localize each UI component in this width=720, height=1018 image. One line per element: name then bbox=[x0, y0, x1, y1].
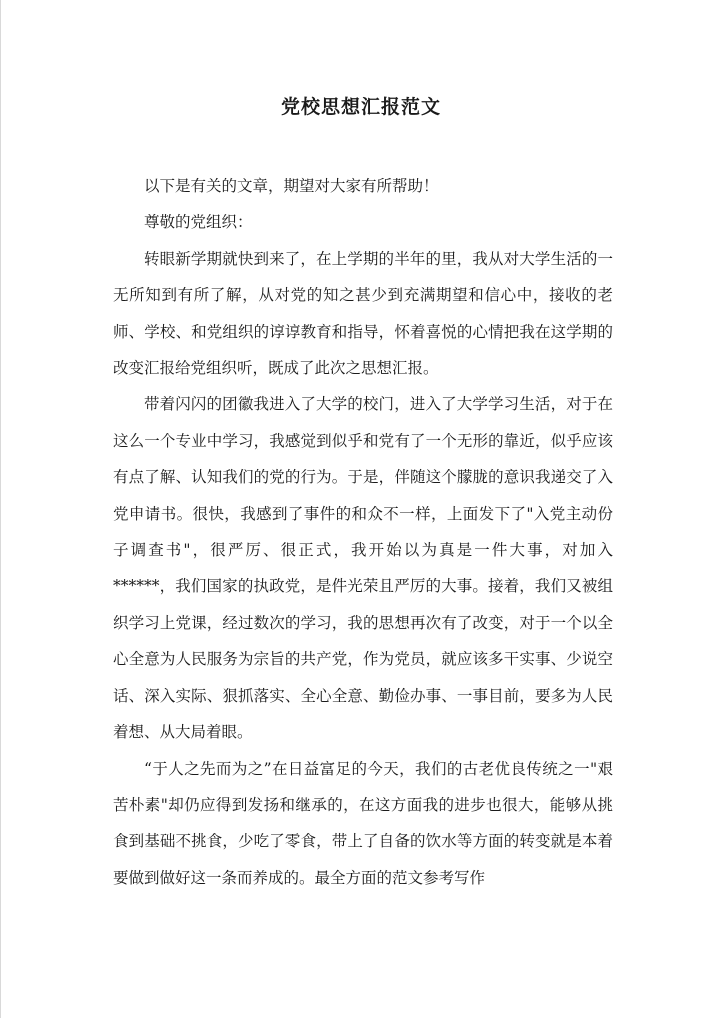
paragraph-salutation: 尊敬的党组织： bbox=[144, 213, 253, 232]
paragraph-body-3: “于人之先而为之”在日益富足的今天，我们的古老优良传统之一"艰苦朴素"却仍应得到发扬和继承的，在这方面我的进步也很大，能够从挑食到基础不挑食，少吃了零食，带上了自备的饮水等方面的转变就是本着要做到做好这一条而养成的。最全方面的范文参考写作 bbox=[113, 759, 613, 887]
paragraph-intro: 以下是有关的文章，期望对大家有所帮助！ bbox=[144, 177, 439, 195]
paragraph-body-2: 带着闪闪的团徽我进入了大学的校门，进入了大学学习生活，对于在这么一个专业中学习，我感觉到似乎和党有了一个无形的靠近，似乎应该有点了解、认知我们的党的行为。于是，伴随这个朦胧的意识我递交了入党申请书。很快，我感到了事件的和众不一样，上面发下了"入党主动份子调查书"，很严厉、很正式，我开始以为真是一件大事，对加入******，我们国家的执政党，是件光荣且严厉的大事。接着，我们又被组织学习上党课，经过数次的学习，我的思想再次有了改变，对于一个以全心全意为人民服务为宗旨的共产党，作为党员，就应该多干实事、少说空话、深入实际、狠抓落实、全心全意、勤俭办事、一事目前，要多为人民着想、从大局着眼。 bbox=[113, 395, 613, 742]
document-body bbox=[113, 168, 613, 896]
paragraph-body-1: 转眼新学期就快到来了，在上学期的半年的里，我从对大学生活的一无所知到有所了解，从对党的知之甚少到充满期望和信心中，接收的老师、学校、和党组织的谆谆教育和指导，怀着喜悦的心情把我在这学期的改变汇报给党组织听，既成了此次之思想汇报。 bbox=[113, 249, 613, 378]
document-title: 党校思想汇报范文 bbox=[280, 96, 441, 118]
